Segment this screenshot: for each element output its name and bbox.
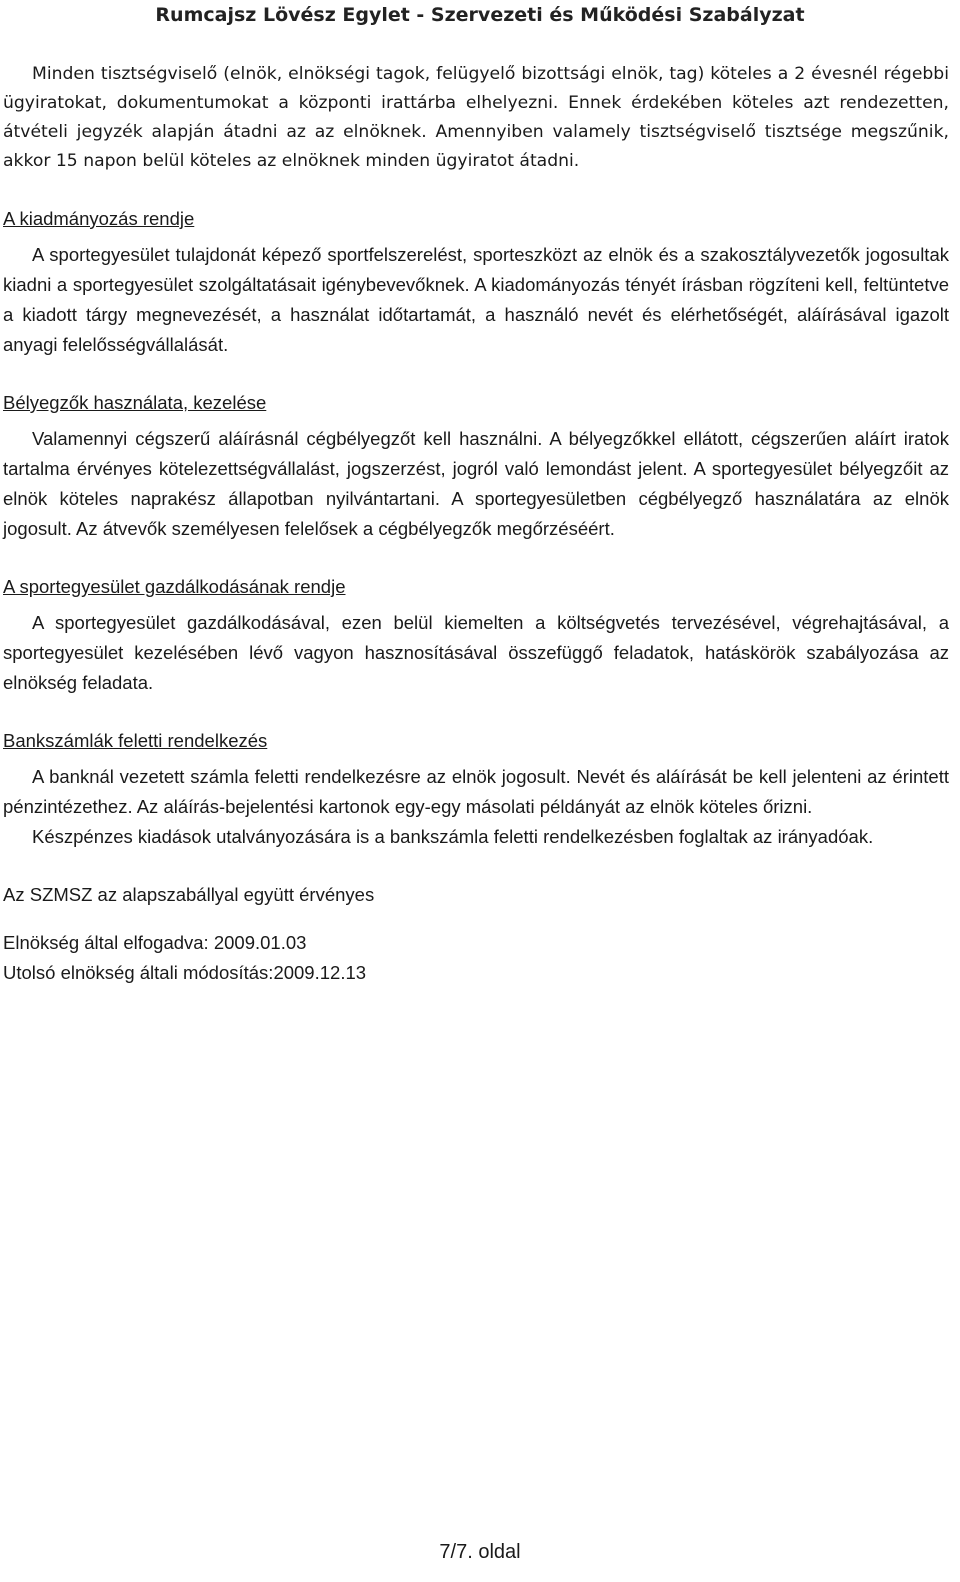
section-heading: Bankszámlák feletti rendelkezés bbox=[3, 730, 268, 751]
section-belyegzok bbox=[3, 388, 949, 544]
section-heading: A kiadmányozás rendje bbox=[3, 208, 195, 229]
validity-statement: Az SZMSZ az alapszabállyal együtt érvényes bbox=[3, 884, 375, 905]
adoption-date: Elnökség által elfogadva: 2009.01.03 bbox=[3, 932, 307, 953]
section-spacer bbox=[3, 176, 949, 204]
section-paragraph: A banknál vezetett számla feletti rendelkezésre az elnök jogosult. Nevét és aláírását be kell jelenteni az érintett pénzintézethez. Az aláírás-bejelentési kartonok egy-egy másolati példányát az elnök köteles őrizni. bbox=[3, 766, 949, 817]
document-header-title: Rumcajsz Lövész Egylet - Szervezeti és Működési Szabályzat bbox=[155, 4, 805, 26]
page-number: 7/7. oldal bbox=[439, 1541, 521, 1563]
section-spacer bbox=[3, 698, 949, 726]
section-paragraph: A sportegyesület tulajdonát képező sportfelszerelést, sporteszközt az elnök és a szakosztályvezetők jogosultak kiadni a sportegyesület szolgáltatásait igénybevevőknek. A kiadományozás tényét írásban rögzíteni kell, feltüntetve a kiadott tárgy megnevezését, a használat időtartamát, a használó nevét és elérhetőségét, aláírásával igazolt anyagi felelősségvállalását. bbox=[3, 244, 949, 355]
section-gazdalkodas bbox=[3, 572, 949, 698]
section-paragraph: Készpénzes kiadások utalványozására is a bankszámla feletti rendelkezésben foglaltak az irányadóak. bbox=[32, 826, 874, 847]
section-spacer bbox=[3, 544, 949, 572]
section-bankszamla bbox=[3, 726, 949, 852]
section-spacer bbox=[3, 360, 949, 388]
section-paragraph: A sportegyesület gazdálkodásával, ezen belül kiemelten a költségvetés tervezésével, végrehajtásával, a sportegyesület kezelésében lévő vagyon hasznosításával összefüggő feladatok, hatáskörök szabályozása az elnökség feladata. bbox=[3, 612, 949, 693]
document-body bbox=[3, 60, 949, 988]
intro-paragraph: Minden tisztségviselő (elnök, elnökségi tagok, felügyelő bizottsági elnök, tag) köteles a 2 évesnél régebbi ügyiratokat, dokumentumokat a központi irattárba elhelyezni. Ennek érdekében köteles azt rendezetten, átvételi jegyzék alapján átadni az az elnöknek. Amennyiben valamely tisztségviselő tisztsége megszűnik, akkor 15 napon belül köteles az elnöknek minden ügyiratot átadni. bbox=[3, 64, 949, 171]
section-heading: Bélyegzők használata, kezelése bbox=[3, 392, 267, 413]
section-kiadmanyozas bbox=[3, 204, 949, 360]
closing-block bbox=[3, 880, 949, 988]
modification-date: Utolsó elnökség általi módosítás:2009.12.13 bbox=[3, 962, 367, 983]
section-heading: A sportegyesület gazdálkodásának rendje bbox=[3, 576, 346, 597]
section-paragraph: Valamennyi cégszerű aláírásnál cégbélyegzőt kell használni. A bélyegzőkkel ellátott, cégszerűen aláírt iratok tartalma érvényes kötelezettségvállalást, jogszerzést, jogról való lemondást jelent. A sportegyesület bélyegzőit az elnök köteles naprakész állapotban nyilvántartani. A sportegyesületben cégbélyegző használatára az elnök jogosult. Az átvevők személyesen felelősek a cégbélyegzők megőrzéséért. bbox=[3, 428, 949, 539]
section-spacer bbox=[3, 852, 949, 880]
